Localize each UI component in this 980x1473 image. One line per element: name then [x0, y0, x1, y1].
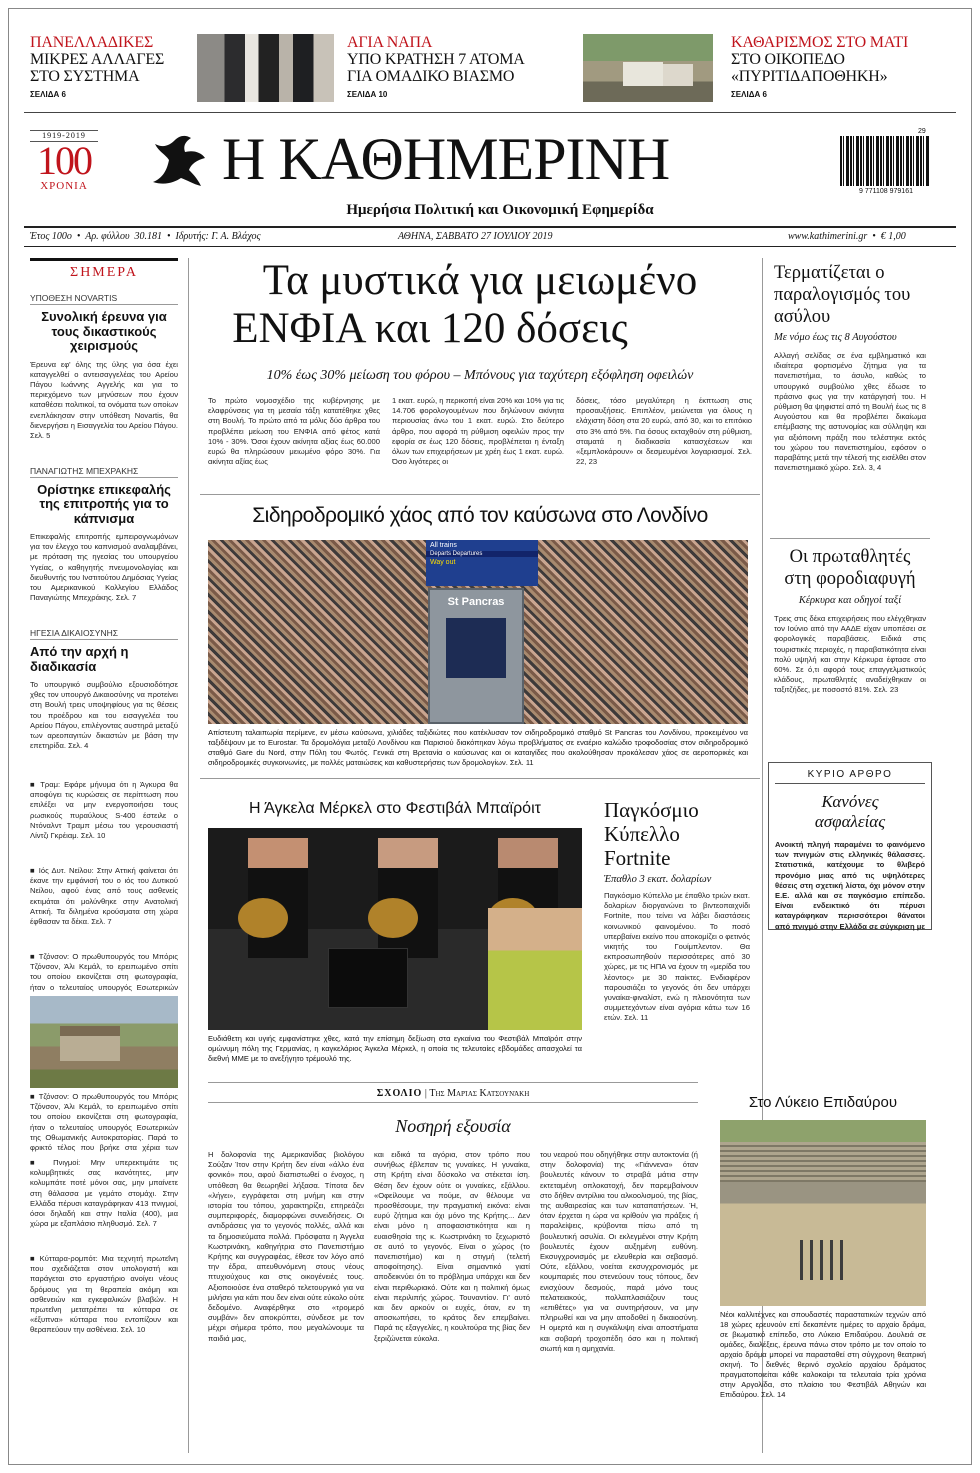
story-3-title[interactable]: Από την αρχή η διαδικασία: [30, 644, 129, 674]
fortnite-body: Παγκόσμιο Κύπελλο με έπαθλο τριών εκατ. δολαρίων διοργανώνει το βιντεοπαιχνίδι Fortnite, που τείνει να λάβει διαστάσεις κοινωνικού φαινομένου. Το ποσό υπερβαίνει εκείνο που αποκομίζει ο φετινός νικητής του Γουίμπλεντον. Θα εκπροσωπηθούν περισσότερες από 30 χώρες, με τις ΗΠΑ να έχουν τη «μερίδα του λέοντος» με 30 παίκτες. Ενδιαφέρον παρουσιάζει το γεγονός ότι δεν υπάρχει γυναίκα-φιναλίστ, ενώ η πλειονότητα των συμμετεχόντων είναι αγόρια κάτω των 16 ετών. Σελ. 11: [604, 891, 750, 1023]
fortnite-subtitle: Έπαθλο 3 εκατ. δολαρίων: [604, 874, 712, 885]
divider: [770, 538, 930, 539]
lead-title-line1[interactable]: Τα μυστικά για μειωμένο: [262, 257, 698, 304]
sign-way-out: Way out: [430, 559, 456, 566]
teaser-2-title-line2: ΓΙΑ ΟΜΑΔΙΚΟ ΒΙΑΣΜΟ: [347, 68, 515, 85]
comment-sep: |: [424, 1088, 430, 1099]
comment-col-1: Η δολοφονία της Αμερικανίδας βιολόγου Σούζαν Ίτον στην Κρήτη δεν είναι «άλλο ένα φονικό» που, αφού διαπιστωθεί ο ένοχος, η υπόθεση θα θεωρηθεί λήξασα. Τίποτα δεν «λήγει», εγγράφεται στη μνήμη και στην ιστορία του τόπου, χαρακτηρίζει, επηρεάζει συμπεριφορές, διαμορφώνει συνειδήσεις. Οι αντιδράσεις για το γεγονός πολλές, αλλά και τα δημοσιεύματα πολλά. Πρόσφατα η Άγγελα Κωστρινάκη, καθηγήτρια στο Πανεπιστήμιο Κρήτης και συγγραφέας, έθεσε τον λόγο από την έδρα, απευθυνόμενη στους νέους πτυχιούχους και στις οικογένειές τους. Αξιοποιούσε ένα σταθερό τελετουργικό για να μιλήσει για κάτι που δεν είναι ούτε εύκολο ούτε δεδομένο. Αναφέρθηκε στο «τρομερό συμβάν» δεν αποκρύπτει, σύνδεσε με τον μέχρι σήμερα τρόπο, που μεγαλώνουμε τα παιδιά μας,: [208, 1150, 364, 1343]
sign-departures: Departs Departures: [426, 551, 538, 557]
right-story-2[interactable]: [774, 546, 926, 726]
brief-3-text: ■ Τζόνσον: Ο πρωθυπουργός του Μπόρις Τζόνσον, Άλι Κεμάλ, το ερειπωμένο σπίτι του οποίου εικονίζεται στη φωτογραφία, ήταν ο τελευταίος υπουργός Εσωτερικών της Οθωμανικής Αυτοκρατορίας. Παρά το φρικτό τέλος που βρήκε στα χέρια των: [30, 1092, 178, 1152]
teaser-2[interactable]: [347, 34, 567, 99]
lead-col-2: 1 εκατ. ευρώ, η περικοπή είναι 20% και 10% για τις 14.706 φορολογουμένων που δηλώνουν ακίνητα περιουσίας άνω του 1 εκατ. ευρώ. Στο δεύτερο άρθρο, που αφορά τη ρύθμιση οφειλών προς την εφορία σε έως 120 δόσεις, προβλέπεται η ένταξη όλων των επιχειρήσεων με χρέη έως 1 εκατ. ευρώ. Όσο λιγότερες οι: [392, 396, 564, 467]
tax-title: Οι πρωταθλητές στη φοροδιαφυγή: [784, 547, 916, 589]
editorial-box: [768, 762, 932, 930]
editorial-body: Ανοικτή πληγή παραμένει το φαινόμενο των πνιγμών στις ελληνικές θάλασσες. Στατιστικά, κατέχουμε το θλιβερό προνόμιο μιας από τις υψηλότερες θέσεις στη σχετική λίστα, όχι μόνον στην Ε.Ε. αλλά και σε παγκόσμιο επίπεδο. Είναι ενδεικτικό ότι πέρυσι καταγράφηκαν περισσότεροι θάνατοι από πνιγμό στην Ελλάδα σε σύγκριση με: [775, 840, 925, 931]
divider: [208, 1082, 698, 1083]
epidaurus-title[interactable]: Στο Λύκειο Επιδαύρου: [748, 1094, 898, 1111]
newspaper-title: Η ΚΑΘΗΜΕΡΙΝΗ: [222, 126, 670, 192]
barcode: [840, 136, 930, 186]
teaser-1-title-line1: ΜΙΚΡΕΣ ΑΛΛΑΓΕΣ: [30, 51, 165, 68]
sidebar-label: ΣΗΜΕΡΑ: [30, 258, 178, 281]
brief-3-cont: [30, 1092, 178, 1152]
comment-col-2: και ειδικά τα αγόρια, στον τρόπο που συνήθως έβλεπαν τις γυναίκες. Η γυναίκα, στη Κρήτη είναι δύσκολο να στέκεται ίση. Θέση δεν έχουν ούτε οι γυναίκες, εξάλλου. «Οφείλουμε να πούμε, αν θέλουμε να προσθέσουμε, την πραγματική εικόνα: είναι ευρύ ζήτημα και όχι μόνο της Κρήτης... Δεν είναι μόνο η αποφασιστικότητα και η ευαισθησία της κ. Κωστρινάκη το ξεχωριστό σε αυτό το γεγονός. Είναι ο χώρος (το πανεπιστήμιο) και η στιγμή (τελετή αποφοίτησης). Είναι σημαντικό γιατί αποδεικνύει ότι το πρόβλημα υπάρχει και δεν είναι περιθωριακό. Ούτε και η πολιτική όμως είναι περιλιπής χώρος. Τουναντίον. Γι' αυτό και δεν αρκούν οι ευχές, όταν, εν τη αποσιωπήσει, το κράτος δεν επεμβαίνει. Παρά τις εξαγγελίες, η κουλτούρα της βίας δεν ξεριζώνεται εύκολα.: [374, 1150, 530, 1343]
teaser-3-title-line1: ΣΤΟ ΟΙΚΟΠΕΔΟ: [731, 51, 845, 68]
brief-2: ■ Ιός Δυτ. Νείλου: Στην Αττική φαίνεται ότι έκανε την εμφάνισή του ο ιός του Δυτικού Νείλου, αφού ένας από τους ασθενείς εκτιμάται ότι μολύνθηκε στην Ανατολική Αττική. Τα διλημένα κρούσματα στη χώρα έφθασαν τα δέκα. Σελ. 7: [30, 866, 178, 927]
divider: [188, 258, 189, 1453]
teaser-1[interactable]: [30, 34, 190, 99]
london-photo-credit: EPA / ANDY RAIN: [196, 643, 202, 684]
comment-title[interactable]: Νοσηρή εξουσία: [395, 1116, 511, 1136]
brief-5: ■ Κύτταρα-ρομπότ: Μια τεχνητή πρωτεΐνη που σχεδιάζεται στον υπολογιστή και παράγεται στο εργαστήριο ανοίγει νέους δρόμους για τη θεραπεία ακόμη και ασθενειών και εγκεφαλικών βλαβών. Η πρωτεΐνη μετατρέπει τα κύτταρα σε «έξυπνα» κύτταρα που εντοπίζουν και θεραπεύουν την ασθένεια. Σελ. 10: [30, 1254, 178, 1335]
anniversary-years: 1919-2019: [30, 130, 98, 142]
station-name: St Pancras: [447, 596, 505, 608]
london-photo: [196, 540, 748, 724]
lead-col-1: Το πρώτο νομοσχέδιο της κυβέρνησης με ελαφρύνσεις για τη μεσαία τάξη κατατέθηκε χθες στη Βουλή. Το πρώτο από τα μόλις δύο άρθρα του προβλέπει μείωση του ΕΝΦΙΑ από φέτος κατά 10% - 30%. Όσοι έχουν ακίνητα αξίας έως 60.000 ευρώ θα πληρώσουν μειωμένο φόρο 30%. Για ακίνητα αξίας έως: [208, 396, 380, 467]
story-1-body: Έρευνα εφ' όλης της ύλης για όσα έχει καταγγελθεί ο αντεισαγγελέας του Αρείου Πάγου Ιωάννης Αγγελής και για το περιεχόμενο των μηνύσεων που έχουν καταθέσει πολιτικοί, τα ονόματα των οποίων ενεπλάκησαν στην υπόθεση Novartis, θα διενεργήσει η Εισαγγελία του Αρείου Πάγου. Σελ. 5: [30, 359, 178, 440]
departure-board: [426, 540, 538, 586]
teaser-1-kicker: ΠΑΝΕΛΛΑΔΙΚΕΣ: [30, 34, 154, 51]
newspaper-subtitle: Ημερήσια Πολιτική και Οικονομική Εφημερίδα: [346, 202, 654, 218]
comment-author: Της Μαρίας Κατσουνάκη: [429, 1088, 530, 1099]
asylum-title: Τερματίζεται ο παραλογισμός του ασύλου: [774, 263, 911, 327]
story-2-body: Επικεφαλής επιτροπής εμπειρογνωμόνων για τον έλεγχο του καπνισμού αναλαμβάνει, με πρόταση της ηγεσίας του υπουργείου Υγείας, ο καθηγητής πνευμονολογίας και διευθυντής του Ινστιτούτου Δημόσιας Υγείας του Αμερικανικού Κολλεγίου Ελλάδος Παναγιώτης Μπεχράκης. Σελ. 7: [30, 532, 178, 603]
story-2-title[interactable]: Ορίστηκε επικεφαλής της επιτροπής για το κάπνισμα: [37, 481, 171, 526]
teaser-3-photo: [583, 34, 713, 102]
comment-header: [208, 1088, 698, 1103]
tax-body: Τρεις στις δέκα επιχειρήσεις που ελέγχθηκαν τον Ιούνιο από την ΑΑΔΕ είχαν υποπέσει σε φορολογικές παραβάσεις. Ειδικά στις τουριστικές περιοχές, η παραβατικότητα είναι πολύ υψηλή και στην Κέρκυρα έφτασε στο 60%. Σε ό,τι αφορά τους επαγγελματικούς κλάδους, πρωταθλητές αναδείχθηκαν οι ταξιτζήδες, με ποσοστό 81%. Σελ. 23: [774, 614, 926, 695]
story-3-kicker: ΗΓΕΣΙΑ ΔΙΚΑΙΟΣΥΝΗΣ: [30, 628, 178, 640]
lead-col-3: δόσεις, τόσο μεγαλύτερη η έκπτωση στις προσαυξήσεις. Επιπλέον, μειώνεται για όλους η ελάχιστη δόση στα 20 ευρώ, από 30, και το επιτόκιο στο 3% από 5%. Για όσους εκταχθούν στη ρύθμιση, σταματά η διαδικασία κατασχέσεων και «ξεμπλοκάρουν» οι δεσμευμένοι λογαριασμοί. Σελ. 22, 23: [576, 396, 752, 467]
merkel-title[interactable]: Η Άγκελα Μέρκελ στο Φεστιβάλ Μπαϊρόιτ: [249, 800, 541, 817]
comment-col-3: του νεαρού που οδηγήθηκε στην αυτοκτονία (ή στην δολοφονία) της «Γιάννενα» όταν βουλευτές κάνουν το στραβά μάτια στην εκτεταμένη οπλοκατοχή, δεν παρεμβαίνουν στο δήθεν αντρίλικι του αλκοολισμού, της βίας, της αυθαιρεσίας και των καταπατήσεων. Ή, όταν έρχεται η ώρα να κρίθούν για πράξεις ή παραλείψεις, κρύβονται πίσω από τη βουλευτική ασυλία. Οι εκλεγμένοι στην Κρήτη βουλευτές έχουν αυξημένη ευθύνη. Εκσυγχρονισμός με ελευθερία και σεβασμό. Ούτε, εξάλλου, νοείται εκσυγχρονισμός με κουμπαριές που στενεύουν τους τόπους, δεν ενισχύουν δεσμούς, παρά μόνο τους πελατειακούς, πολλαπλασιάζουν τους «επιθέτες» για να συντηρήσουν, να μην πληρωθεί και να μην αποδοθεί η δικαιοσύνη. Η ομερτά και η συγκάλυψη είναι αποστήματα και σοβαρή τροχοπέδη όσο και η πολιτική σιωπή και η αμηχανία.: [540, 1150, 698, 1353]
brief-1: ■ Τραμ: Εφάρε μήνυμα ότι η Άγκυρα θα αποφύγει τις κυρώσεις σε περίπτωση που επιλέξει να μην ενεργοποιήσει τους ρωσικούς πυραύλους S-400 έστειλε ο Ντόναλντ Τραμπ μέσω του γερουσιαστή Λίντζι Γκρέιαμ. Σελ. 10: [30, 780, 178, 841]
divider: [24, 112, 956, 113]
editorial-title[interactable]: Κανόνες ασφαλείας: [814, 792, 886, 831]
griffin-logo-icon: [145, 130, 210, 192]
fortnite-title-line1: Παγκόσμιο: [604, 798, 699, 822]
teaser-1-page: ΣΕΛΙΔΑ 6: [30, 90, 66, 99]
lead-subtitle: 10% έως 30% μείωση του φόρου – Μπόνους για ταχύτερη εξόφληση οφειλών: [266, 368, 694, 383]
teaser-3-title-line2: «ΠΥΡΙΤΙΔΑΠΟΘΗΚΗ»: [731, 68, 888, 85]
teaser-3-page: ΣΕΛΙΔΑ 6: [731, 90, 767, 99]
london-caption: Απίστευτη ταλαιπωρία περίμενε, εν μέσω καύσωνα, χιλιάδες ταξιδιώτες που κατέκλυσαν τον σιδηροδρομικό σταθμό St Pancras του Λονδίνου, προκειμένου να ταξιδέψουν με το Eurostar. Τα δρομολόγια μεταξύ Λονδίνου και Παρισιού διακόπηκαν λόγω προβλήματος σε εναέριο καλώδιο τροφοδοσίας στον σιδηροδρομικό σταθμό Gare du Nord, στην Πόλη του Φωτός. Γενικά στη Βρετανία ο καύσωνας και οι καταιγίδες που ακολούθησαν προκάλεσαν χάος σε αεροπορικές και σιδηροδρομικές συγκοινωνίες, με πολλές ματαιώσεις και καθυστερήσεις των δρομολογίων. Σελ. 11: [208, 728, 748, 767]
brief-3: ■ Τζόνσον: Ο πρωθυπουργός του Μπόρις Τζόνσον, Άλι Κεμάλ, το ερειπωμένο σπίτι του οποίου εικονίζεται στη φωτογραφία, ήταν ο τελευταίος υπουργός Εσωτερικών: [30, 952, 178, 992]
brief-3-photo: [30, 996, 178, 1088]
teaser-2-page: ΣΕΛΙΔΑ 10: [347, 90, 388, 99]
merkel-photo: [208, 828, 582, 1030]
barcode-number: 9 771108 979161: [859, 188, 913, 195]
story-1-kicker: ΥΠΟΘΕΣΗ NOVARTIS: [30, 293, 178, 305]
london-title[interactable]: Σιδηροδρομικό χάος από τον καύσωνα στο Λονδίνο: [252, 504, 708, 527]
divider: [24, 246, 956, 247]
epidaurus-photo: [720, 1120, 926, 1306]
meta-right: www.kathimerini.gr • € 1,00: [788, 231, 906, 242]
teaser-2-title-line1: ΥΠΟ ΚΡΑΤΗΣΗ 7 ΑΤΟΜΑ: [347, 51, 525, 68]
story-1-title[interactable]: Συνολική έρευνα για τους δικαστικούς χειρισμούς: [41, 309, 167, 353]
teaser-2-photo: [197, 34, 334, 102]
divider: [200, 778, 760, 779]
fortnite-block[interactable]: [604, 798, 750, 1055]
merkel-caption: Ευδιάθετη και υγιής εμφανίστηκε χθες, κατά την επίσημη δεξίωση στα εγκαίνια του Φεστιβάλ Μπαϊρόιτ στην ομώνυμη πόλη της Γερμανίας, η καγκελάριος Άγκελα Μέρκελ, η οποία τις τελευταίες εβδομάδες απασχολεί τα διεθνή ΜΜΕ με το ανεξήγητο τρέμουλό της.: [208, 1034, 582, 1063]
tax-subtitle: Κέρκυρα και οδηγοί ταξί: [798, 595, 902, 606]
teaser-3-kicker: ΚΑΘΑΡΙΣΜΟΣ ΣΤΟ ΜΑΤΙ: [731, 34, 909, 51]
comment-label: ΣΧΟΛΙΟ: [376, 1088, 423, 1099]
teaser-3[interactable]: [731, 34, 951, 99]
sidebar: [30, 258, 178, 1356]
right-story-1[interactable]: [774, 262, 926, 515]
editorial-label: ΚΥΡΙΟ ΑΡΘΡΟ: [775, 769, 925, 784]
fortnite-title-line2: Κύπελλο: [604, 822, 680, 846]
asylum-subtitle: Με νόμο έως τις 8 Αυγούστου: [774, 332, 897, 343]
story-2-kicker: ΠΑΝΑΓΙΩΤΗΣ ΜΠΕΧΡΑΚΗΣ: [30, 466, 178, 478]
teaser-2-kicker: ΑΓΙΑ ΝΑΠΑ: [347, 34, 433, 51]
sign-all-trains: All trains: [430, 542, 457, 549]
lead-title-line2[interactable]: ΕΝΦΙΑ και 120 δόσεις: [232, 305, 628, 352]
meta-date: ΑΘΗΝΑ, ΣΑΒΒΑΤΟ 27 ΙΟΥΛΙΟΥ 2019: [398, 231, 553, 242]
fortnite-title-line3: Fortnite: [604, 846, 671, 870]
station-totem: [428, 588, 524, 724]
divider: [200, 494, 760, 495]
asylum-body: Αλλαγή σελίδας σε ένα εμβληματικό και ιδιαίτερα φορτισμένο ζήτημα για τα πανεπιστήμια, το άσυλο, καθώς το υπουργικό συμβούλιο χθες έδωσε το πράσινο φως για την κατάργησή του. Η ρύθμιση θα ψηφιστεί από τη Βουλή έως τις 8 Αυγούστου και θα προβλέπει δικαίωμα επέμβασης της αστυνομίας και σύλληψη και για αξιόποινη πράξη που τελέστηκε εκτός του χώρου του πανεπιστημίου, εφόσον ο παραβάτης μετά την τέλεσή της εισέλθει στον πανεπιστημιακό χώρο. Σελ. 3, 4: [774, 351, 926, 473]
anniversary-xronia: ΧΡΟΝΙΑ: [40, 180, 88, 192]
epidaurus-body: Νέοι καλλιτέχνες και σπουδαστές παραστατικών τεχνών από 18 χώρες ερευνούν επί δεκαπέντε ημέρες το αρχαίο δράμα, σε βιωματικό επίπεδο, στο Λύκειο Επιδαύρου. Δουλειά σε ομάδες, διαλέξεις, έρευνα πάνω στον τρόπο με τον οποίο το αρχαίο δράμα μπορεί να παρασταθεί στη σύγχρονη θεατρική σκηνή. Το διεθνές θερινό σχολείο αρχαίου δράματος πραγματοποιείται κάθε καλοκαίρι τα τελευταία τρία χρόνια στην Αργολίδα, στο πλαίσιο του Φεστιβάλ Αθηνών και Επιδαύρου. Σελ. 14: [720, 1310, 926, 1399]
divider: [24, 226, 956, 228]
anniversary-100: 100: [37, 138, 91, 183]
meta-left: Έτος 100ο • Αρ. φύλλου 30.181 • Ιδρυτής: Γ. Α. Βλάχος: [30, 231, 261, 242]
brief-4: ■ Πνιγμοί: Μην υπερεκτιμάτε τις κολυμβητικές σας ικανότητες, μην κολυμπάτε ποτέ μόνοι σας, μην μπαίνετε στη θάλασσα με γεμάτο στομάχι. Στην Ελλάδα πέρυσι καταγράφηκαν 413 πνιγμοί, όσοι δηλαδή και στην Ιταλία (400), μια χώρα με εξαπλάσιο πληθυσμό. Σελ. 7: [30, 1158, 178, 1229]
anniversary-badge: [30, 130, 98, 192]
barcode-top: 29: [918, 128, 926, 135]
teaser-1-title-line2: ΣΤΟ ΣΥΣΤΗΜΑ: [30, 68, 140, 85]
story-3-body: Το υπουργικό συμβούλιο εξουσιοδότησε χθες τον υπουργό Δικαιοσύνης να προτείνει στη Βουλή τρεις υποψηφίους για τις θέσεις του προέδρου και του εισαγγελέα του Αρείου Πάγου, επιλέγοντας αυστηρά μεταξύ των αρεοπαγιτών δικαστών με βάση την επετηρίδα. Σελ. 4: [30, 680, 178, 751]
